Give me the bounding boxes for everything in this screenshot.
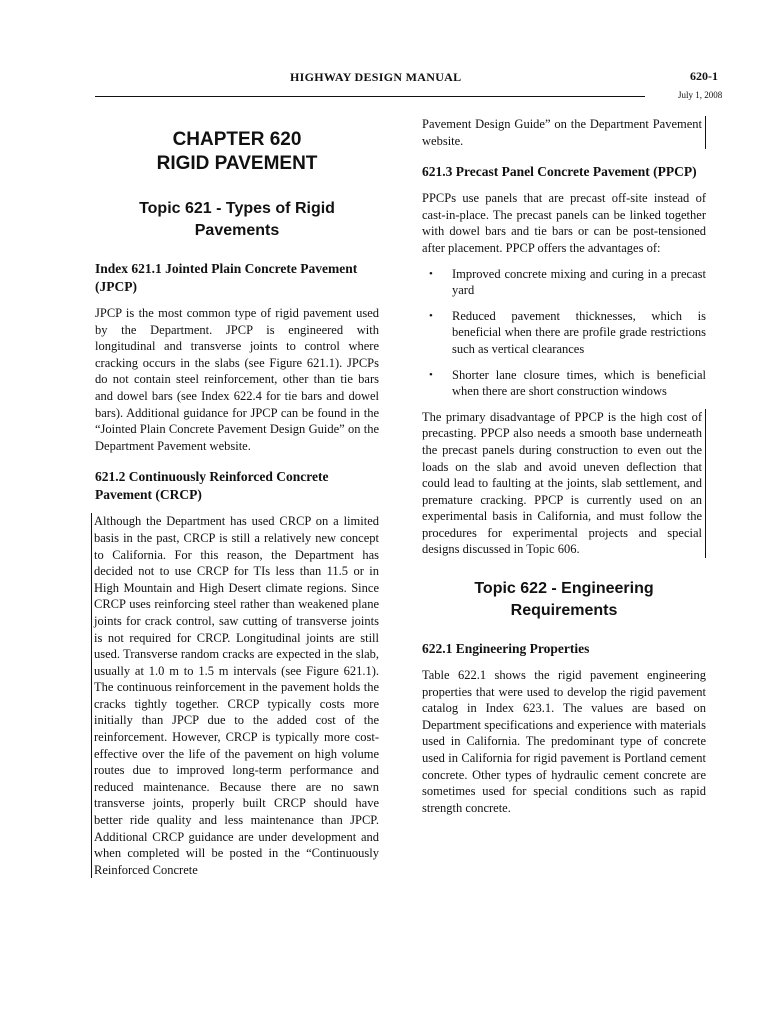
index-621-1-heading: Index 621.1 Jointed Plain Concrete Pavement (JPCP)	[95, 261, 358, 294]
list-item: • Reduced pavement thicknesses, which is beneficial when there are profile grade restrictions such as vertical clearances	[429, 308, 706, 356]
index-621-3-heading: 621.3 Precast Panel Concrete Pavement (PPCP)	[422, 164, 697, 180]
page-number: 620-1	[690, 69, 718, 83]
header-rule	[95, 96, 645, 97]
running-header-title: HIGHWAY DESIGN MANUAL	[290, 70, 462, 84]
advantages-list	[422, 266, 706, 400]
list-item: • Improved concrete mixing and curing in a precast yard	[429, 266, 706, 298]
chapter-number: CHAPTER 620	[172, 129, 302, 150]
bullet-icon: •	[429, 309, 433, 322]
index-621-2-heading: 621.2 Continuously Reinforced Concrete Pavement (CRCP)	[95, 469, 329, 503]
continuation-text: Pavement Design Guide” on the Department Pavement website.	[422, 116, 706, 149]
bullet-icon: •	[429, 368, 433, 381]
right-column	[422, 116, 706, 816]
index-621-3-text: The primary disadvantage of PPCP is the high cost of precasting. PPCP also needs a smooth base underneath the precast panels during construction to even out the loads on the slab and avoid uneven deflection that could lead to faulting at the joints, slab settlement, and premature cracking. PPCP is currently used on an experimental basis in California, and must follow the procedures for experimental projects and special designs discussed in Topic 606.	[422, 409, 706, 558]
revision-date: July 1, 2008	[678, 90, 723, 100]
topic-622-heading: Topic 622 - Engineering Requirements	[474, 580, 654, 620]
index-622-1-text: Table 622.1 shows the rigid pavement engineering properties that were used to develop the rigid pavement catalog in Index 623.1. The values are based on Department specifications and experience with materials used in California. The predominant type of concrete used in California for rigid pavement is Portland cement concrete. Other types of hydraulic cement concrete are sometimes used for special conditions such as rapid strength concrete.	[422, 668, 706, 815]
chapter-title: RIGID PAVEMENT	[156, 153, 318, 174]
index-621-3-intro: PPCPs use panels that are precast off-site instead of cast-in-place. The precast panels can be linked together with dowel bars and tie bars or can be post-tensioned after placement. PPCP offers the advantages of:	[422, 191, 706, 255]
index-622-1-heading: 622.1 Engineering Properties	[422, 641, 590, 657]
bullet-icon: •	[429, 267, 433, 280]
index-621-2-text: Although the Department has used CRCP on a limited basis in the past, CRCP is still a relatively new concept to California. For this reason, the Department has decided not to use CRCP for TIs less than 11.5 or in High Mountain and High Desert climate regions. Since CRCP uses reinforcing steel rather than weakened plane joints for crack control, saw cutting of transverse joints is not required for CRCP. Longitudinal joints are still used. Transverse random cracks are expected in the slab, usually at 1.0 m to 1.5 m intervals (see Figure 621.1). The continuous reinforcement in the pavement holds the cracks tightly together. CRCP typically costs more initially than JPCP due to the added cost of the reinforcement. However, CRCP is typically more cost-effective over the life of the pavement on high volume routes due to improved long-term performance and reduced maintenance. Because there are no sawn transverse joints, properly built CRCP should have better ride quality and less maintenance than JPCP. Additional CRCP guidance are under development and when completed will be posted in the “Continuously Reinforced Concrete	[91, 513, 379, 878]
left-column	[95, 128, 379, 878]
topic-621-heading: Topic 621 - Types of Rigid Pavements	[139, 200, 335, 239]
index-621-1-text: JPCP is the most common type of rigid pavement used by the Department. JPCP is engineered with longitudinal and transverse joints to control where cracking occurs in the slabs (see Figure 621.1). JPCPs do not contain steel reinforcement, other than tie bars and dowel bars (see Index 622.4 for tie bars and dowel bars). Additional guidance for JPCP can be found in the “Jointed Plain Concrete Pavement Design Guide” on the Department Pavement website.	[95, 306, 379, 453]
list-item: • Shorter lane closure times, which is beneficial when there are short construction windows	[429, 367, 706, 399]
